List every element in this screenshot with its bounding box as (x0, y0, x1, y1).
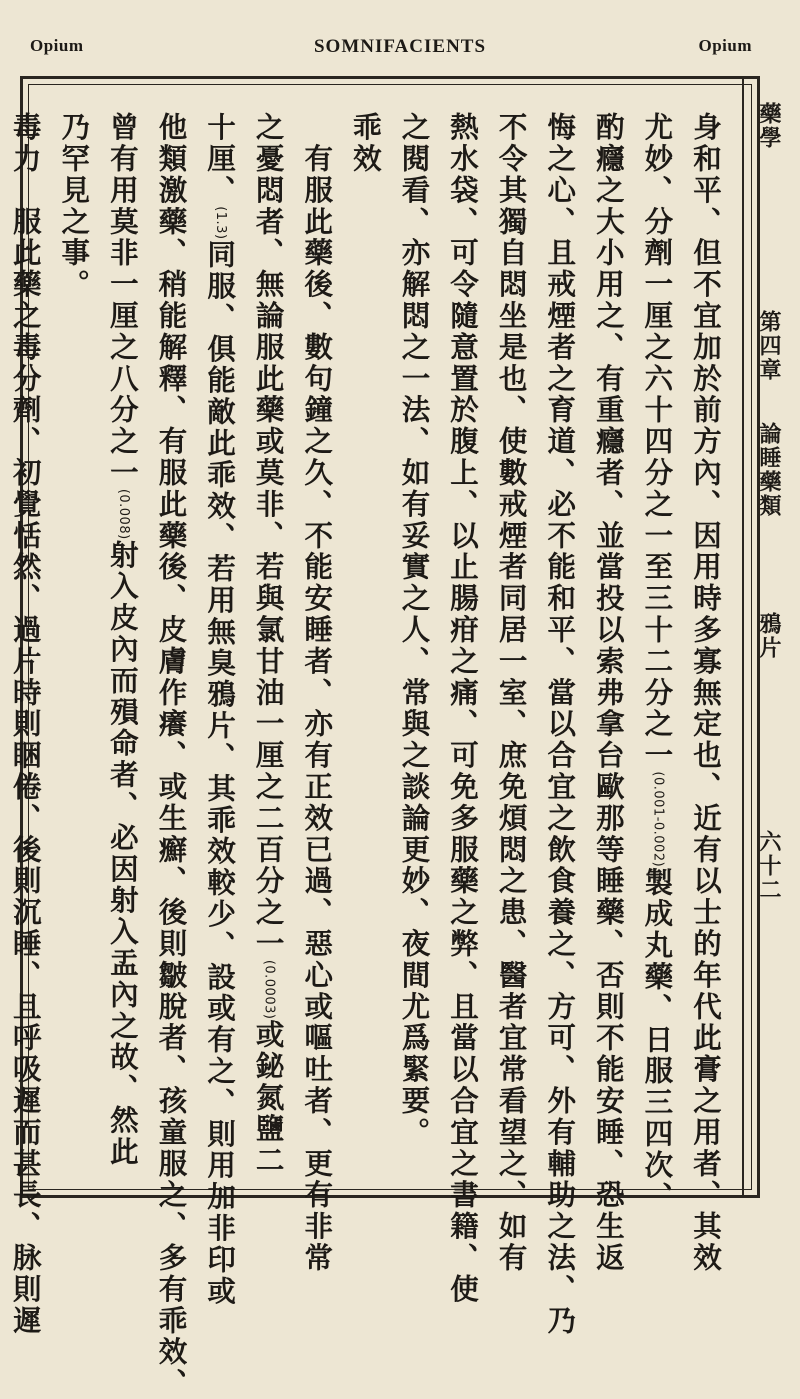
margin-section: 論睡藥類 (756, 422, 782, 518)
text-segment: 之憂悶者、無論服此藥或莫非、若與氯甘油一厘之二百分之一 (251, 112, 286, 960)
text-column (584, 112, 633, 1274)
text-column (1, 112, 50, 1337)
text-segment: 製成丸藥、日服三四次、 (640, 867, 675, 1213)
text-segment: 他類激藥、稍能解釋、有服此藥後、皮膚作癢、或生癬、後則皺脫者、孩童服之、多有乖效、 (154, 112, 189, 1399)
text-segment: 或鉍氮鹽二 (251, 1019, 286, 1177)
text-column (341, 112, 390, 1202)
dosage-annotation: (0.008) (115, 488, 131, 540)
text-column (244, 112, 293, 1202)
header-center-title: SOMNIFACIENTS (313, 36, 487, 57)
text-segment: 乖效 (348, 112, 383, 175)
text-segment: 乃罕見之事。 (57, 112, 92, 301)
dosage-annotation: (1.3) (213, 206, 229, 240)
text-segment: 毒力 服此藥之毒分劑、初覺恬然、過片時則睏倦、後則沉睡、且呼吸遲而甚長、脉則遲 (8, 112, 43, 1337)
text-segment: 尤妙、分劑一厘之六十四分之一至三十二分之一 (640, 112, 675, 772)
margin-item: 鴉片 (756, 612, 782, 660)
text-segment: 同服、俱能敵此乖效、若用無臭鴉片、其乖效較少、設或有之、則用加非印或 (203, 239, 238, 1308)
text-segment: 身和平、但不宜加於前方內、因用時多寡無定也、近有以士的年代此膏之用者、其效 (689, 112, 723, 1274)
text-segment: 曾有用莫非一厘之八分之一 (105, 112, 140, 489)
margin-column (744, 92, 794, 1182)
header-left-title: Opium (30, 36, 84, 55)
running-header (0, 36, 800, 66)
text-segment: 不令其獨自悶坐是也、使數戒煙者同居一室、庶免煩悶之患、醫者宜常看望之、如有 (494, 112, 529, 1274)
header-right-title: Opium (698, 36, 752, 55)
margin-page-number: 六十二 (756, 830, 782, 902)
text-segment: 射入皮內而殞命者、必因射入盂內之故、然此 (105, 539, 140, 1168)
text-column (50, 112, 99, 1202)
text-column (147, 112, 196, 1399)
text-column (390, 112, 439, 1202)
text-segment: 有服此藥後、數句鐘之久、不能安睡者、亦有正效已過、惡心或嘔吐者、更有非常 (300, 112, 335, 1274)
body-text (8, 112, 730, 1399)
text-column (195, 112, 244, 1308)
text-column (293, 112, 342, 1274)
text-segment: 悔之心、且戒煙者之育道、必不能和平、當以合宜之飲食養之、方可、外有輔助之法、乃 (543, 112, 578, 1337)
dosage-annotation: (0.0003) (261, 959, 277, 1020)
text-column (536, 112, 585, 1337)
text-segment: 酌癮之大小用之、有重癮者、並當投以索弗拿台歐那等睡藥、否則不能安睡、恐生返 (591, 112, 626, 1274)
text-column (98, 112, 147, 1202)
margin-subject: 藥學 (756, 102, 782, 150)
text-column (487, 112, 536, 1274)
text-segment: 熱水袋、可令隨意置於腹上、以止腸疳之痛、可免多服藥之弊、且當以合宜之書籍、使 (446, 112, 481, 1306)
text-column (633, 112, 682, 1213)
text-segment: 十厘、 (203, 112, 238, 207)
text-column (438, 112, 487, 1306)
margin-chapter: 第四章 (756, 310, 782, 382)
text-segment: 之閱看、亦解悶之一法、如有妥實之人、常與之談論更妙、夜間尤爲緊要。 (397, 112, 432, 1149)
text-column (681, 112, 730, 1274)
dosage-annotation: (0.001-0.002) (650, 771, 666, 868)
